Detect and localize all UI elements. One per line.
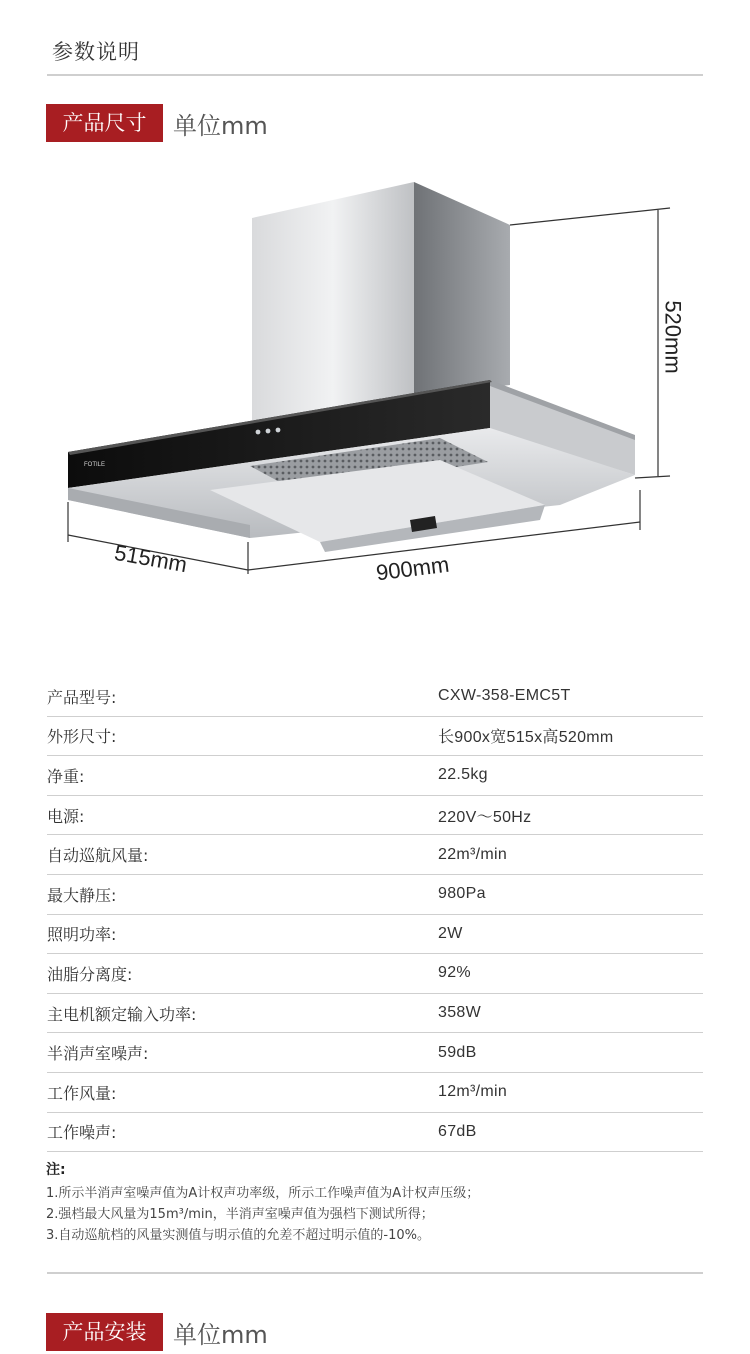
spec-row [47, 954, 703, 994]
spec-label: 照明功率: [47, 925, 117, 945]
spec-label: 外形尺寸: [47, 727, 117, 747]
note-item: 1.所示半消声室噪声值为A计权声功率级，所示工作噪声值为A计权声压级； [46, 1186, 480, 1201]
spec-value: 358W [438, 1004, 481, 1022]
range-hood-image [40, 170, 720, 600]
spec-label: 自动巡航风量: [47, 846, 149, 866]
spec-value: 67dB [438, 1122, 477, 1140]
spec-row [47, 875, 703, 915]
spec-label: 最大静压: [47, 885, 117, 905]
section-badge: 产品安装 [46, 1313, 163, 1351]
brand-logo: FOTILE [84, 462, 106, 468]
spec-label: 半消声室噪声: [47, 1044, 149, 1064]
install-section-header [46, 1313, 268, 1351]
section-unit: 单位mm [173, 111, 268, 140]
spec-label: 主电机额定输入功率: [47, 1004, 197, 1024]
spec-row [47, 1033, 703, 1073]
spec-row [47, 677, 703, 717]
width-dimension-label: 900mm [374, 551, 451, 586]
spec-value: CXW-358-EMC5T [438, 687, 571, 705]
spec-row [47, 756, 703, 796]
dimensions-section-header [46, 104, 268, 142]
depth-dimension-label: 515mm [112, 539, 190, 578]
spec-row [47, 915, 703, 955]
spec-label: 油脂分离度: [47, 964, 133, 984]
section-unit: 单位mm [173, 1320, 268, 1349]
notes-title: 注: [46, 1162, 66, 1178]
spec-table [47, 677, 703, 1152]
spec-row [47, 1113, 703, 1153]
spec-label: 工作风量: [47, 1083, 117, 1103]
spec-row [47, 1073, 703, 1113]
spec-value: 长900x宽515x高520mm [438, 729, 614, 747]
spec-label: 净重: [47, 766, 85, 786]
spec-label: 工作噪声: [47, 1123, 117, 1143]
spec-value: 92% [438, 964, 471, 982]
section-badge: 产品尺寸 [46, 104, 163, 142]
spec-value: 59dB [438, 1043, 477, 1061]
spec-row [47, 994, 703, 1034]
spec-value: 22.5kg [438, 766, 488, 784]
spec-row [47, 717, 703, 757]
notes [46, 1160, 706, 1246]
page-title: 参数说明 [52, 40, 140, 64]
spec-label: 产品型号: [47, 687, 117, 707]
spec-label: 电源: [47, 806, 85, 826]
spec-row [47, 796, 703, 836]
product-dimension-figure [40, 170, 720, 600]
note-item: 2.强档最大风量为15m³/min，半消声室噪声值为强档下测试所得； [46, 1207, 434, 1222]
spec-row [47, 835, 703, 875]
spec-value: 22m³/min [438, 845, 508, 863]
spec-value: 12m³/min [438, 1083, 508, 1101]
divider [47, 1272, 703, 1274]
note-item: 3.自动巡航档的风量实测值与明示值的允差不超过明示值的-10%。 [46, 1228, 430, 1243]
spec-value: 220V～50Hz [438, 808, 532, 826]
spec-value: 980Pa [438, 885, 486, 903]
divider [47, 74, 703, 76]
height-dimension-label: 520mm [660, 300, 686, 374]
spec-value: 2W [438, 924, 463, 942]
